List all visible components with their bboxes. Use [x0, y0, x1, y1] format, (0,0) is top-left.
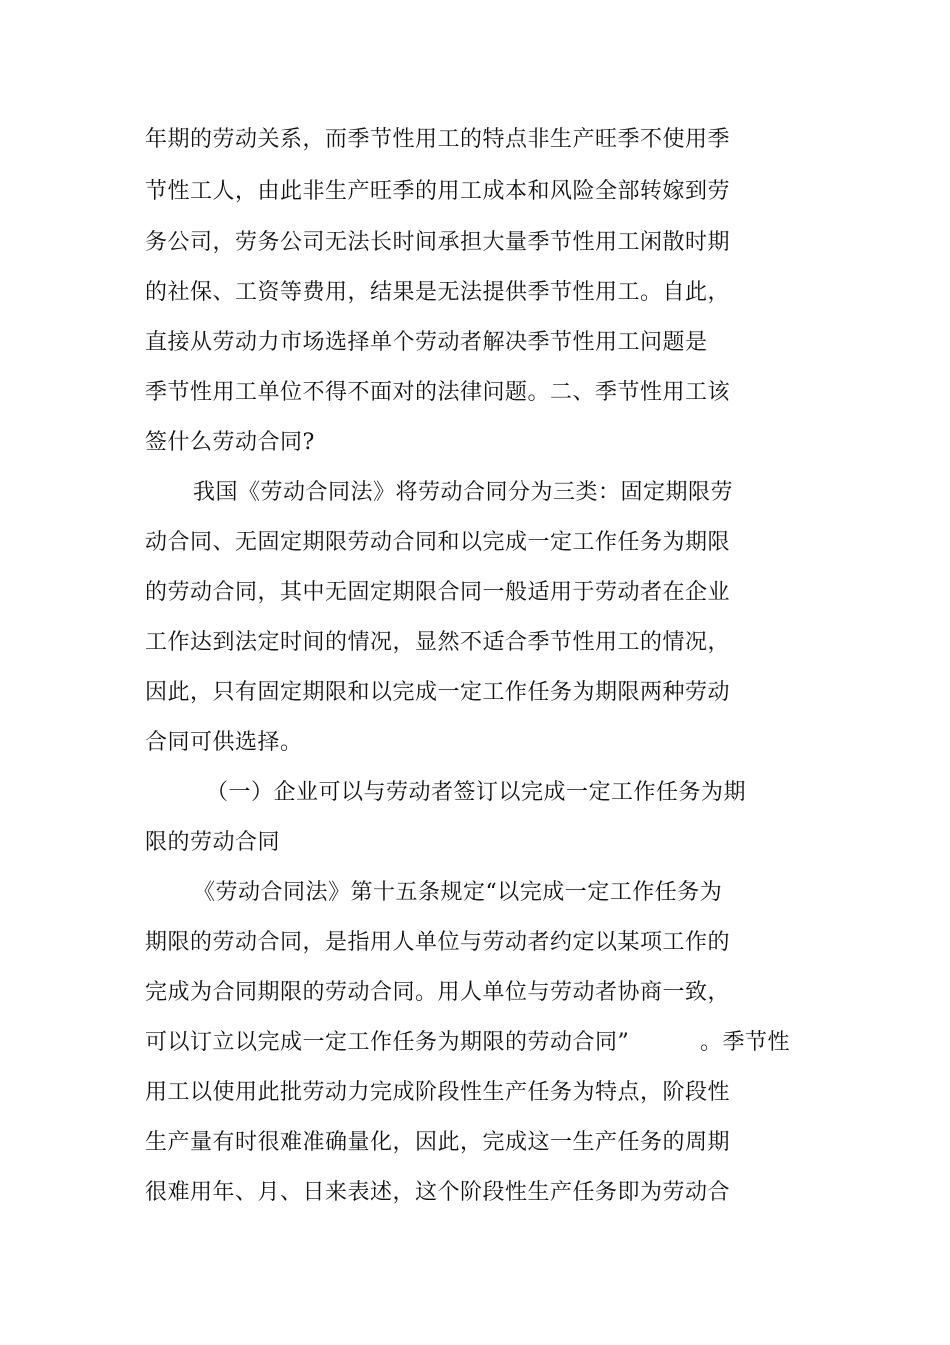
text-line-7: 签什么劳动合同? [145, 430, 315, 455]
text-line-13: 合同可供选择。 [145, 730, 303, 755]
text-line-11: 工作达到法定时间的情况，显然不适合季节性用工的情况， [145, 630, 731, 655]
text-line-19-tail: 。季节性 [700, 1030, 791, 1055]
text-line-2: 节性工人，由此非生产旺季的用工成本和风险全部转嫁到劳 [145, 179, 731, 204]
text-line-8: 我国《劳动合同法》将劳动合同分为三类：固定期限劳 [193, 480, 734, 505]
text-line-15: 限的劳动合同 [145, 830, 281, 855]
text-line-10: 的劳动合同，其中无固定期限合同一般适用于劳动者在企业 [145, 580, 731, 605]
text-line-6: 季节性用工单位不得不面对的法律问题。二、季节性用工该 [145, 380, 731, 405]
text-line-5: 直接从劳动力市场选择单个劳动者解决季节性用工问题是 [145, 330, 708, 355]
text-line-22: 很难用年、月、日来表述，这个阶段性生产任务即为劳动合 [145, 1180, 731, 1205]
text-line-18: 完成为合同期限的劳动合同。用人单位与劳动者协商一致， [145, 980, 731, 1005]
text-line-3: 务公司，劳务公司无法长时间承担大量季节性用工闲散时期 [145, 230, 731, 255]
text-line-12: 因此，只有固定期限和以完成一定工作任务为期限两种劳动 [145, 680, 731, 705]
text-line-21: 生产量有时很难准确量化，因此，完成这一生产任务的周期 [145, 1130, 731, 1155]
text-line-4: 的社保、工资等费用，结果是无法提供季节性用工。自此， [145, 280, 731, 305]
text-line-17: 期限的劳动合同，是指用人单位与劳动者约定以某项工作的 [145, 930, 731, 955]
text-line-19: 可以订立以完成一定工作任务为期限的劳动合同” [145, 1030, 630, 1055]
text-line-1: 年期的劳动关系，而季节性用工的特点非生产旺季不使用季 [145, 127, 731, 152]
text-line-20: 用工以使用此批劳动力完成阶段性生产任务为特点，阶段性 [145, 1080, 731, 1105]
text-line-9: 动合同、无固定期限劳动合同和以完成一定工作任务为期限 [145, 530, 731, 555]
text-line-16: 《劳动合同法》第十五条规定“以完成一定工作任务为 [193, 880, 723, 905]
text-line-14: （一）企业可以与劳动者签订以完成一定工作任务为期 [206, 780, 747, 805]
